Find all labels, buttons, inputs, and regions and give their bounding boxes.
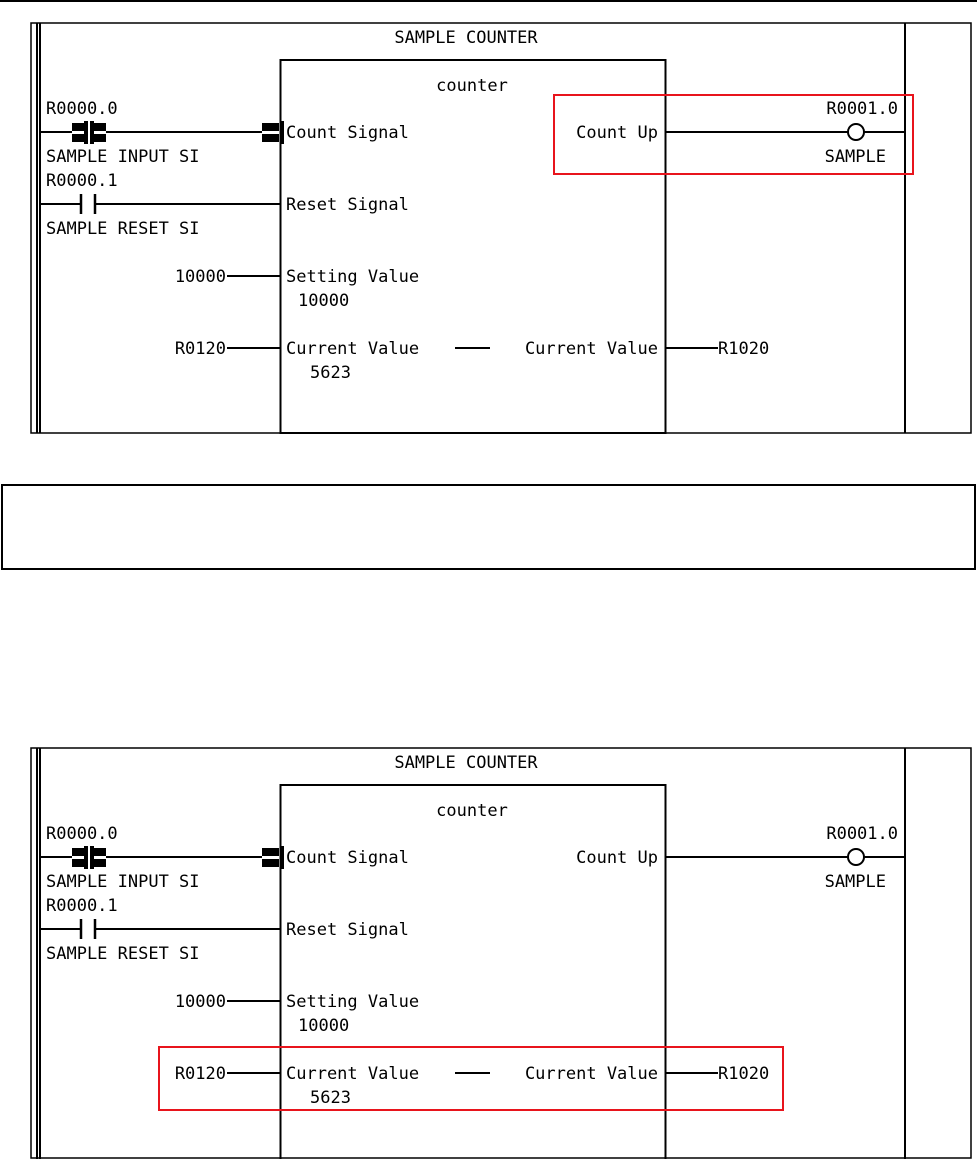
input-contact-symbol-icon — [72, 846, 106, 869]
pin-current-value-out: Current Value — [524, 339, 658, 359]
reset-contact-address: R0000.1 — [46, 171, 118, 191]
output-coil-address: R0001.0 — [826, 824, 898, 844]
setting-value-display: 10000 — [298, 291, 350, 311]
input-contact-address: R0000.0 — [46, 824, 118, 844]
input-contact-address: R0000.0 — [46, 99, 118, 119]
pin-current-value-in: Current Value — [286, 339, 420, 359]
pin-reset-signal: Reset Signal — [286, 920, 409, 940]
output-operand: R1020 — [718, 1064, 770, 1084]
input-contact-symbol-icon — [72, 121, 106, 144]
output-coil-comment: SAMPLE — [824, 872, 886, 892]
highlight-current-value — [159, 1047, 783, 1110]
edge-input-marker-icon — [262, 121, 284, 144]
setting-value-display: 10000 — [298, 1016, 350, 1036]
reset-contact-address: R0000.1 — [46, 896, 118, 916]
current-value-display: 5623 — [310, 1088, 351, 1108]
output-coil-comment: SAMPLE — [824, 147, 886, 167]
pin-current-value-in: Current Value — [286, 1064, 420, 1084]
reset-contact-comment: SAMPLE RESET SI — [46, 944, 200, 964]
current-operand: R0120 — [174, 1064, 226, 1084]
setting-operand: 10000 — [174, 267, 226, 287]
pin-count-signal: Count Signal — [286, 123, 409, 143]
pin-setting-value: Setting Value — [286, 267, 420, 287]
diagram-title: SAMPLE COUNTER — [394, 753, 538, 773]
input-contact-comment: SAMPLE INPUT SI — [46, 872, 200, 892]
pin-count-up: Count Up — [576, 123, 658, 143]
setting-operand: 10000 — [174, 992, 226, 1012]
current-value-display: 5623 — [310, 363, 351, 383]
message-text — [3, 486, 974, 510]
pin-setting-value: Setting Value — [286, 992, 420, 1012]
pin-count-signal: Count Signal — [286, 848, 409, 868]
block-name: counter — [436, 76, 508, 96]
block-name: counter — [436, 801, 508, 821]
edge-input-marker-icon — [262, 846, 284, 869]
reset-contact-symbol-icon — [81, 919, 95, 939]
pin-reset-signal: Reset Signal — [286, 195, 409, 215]
output-coil-icon — [848, 124, 864, 140]
page-top-rule — [0, 0, 977, 2]
reset-contact-comment: SAMPLE RESET SI — [46, 219, 200, 239]
pin-current-value-out: Current Value — [524, 1064, 658, 1084]
message-box — [1, 484, 976, 570]
ladder-diagram-2 — [0, 745, 977, 1159]
reset-contact-symbol-icon — [81, 194, 95, 214]
ladder-diagram-1 — [0, 20, 977, 436]
pin-count-up: Count Up — [576, 848, 658, 868]
current-operand: R0120 — [174, 339, 226, 359]
input-contact-comment: SAMPLE INPUT SI — [46, 147, 200, 167]
output-coil-address: R0001.0 — [826, 99, 898, 119]
output-coil-icon — [848, 849, 864, 865]
output-operand: R1020 — [718, 339, 770, 359]
diagram-title: SAMPLE COUNTER — [394, 28, 538, 48]
